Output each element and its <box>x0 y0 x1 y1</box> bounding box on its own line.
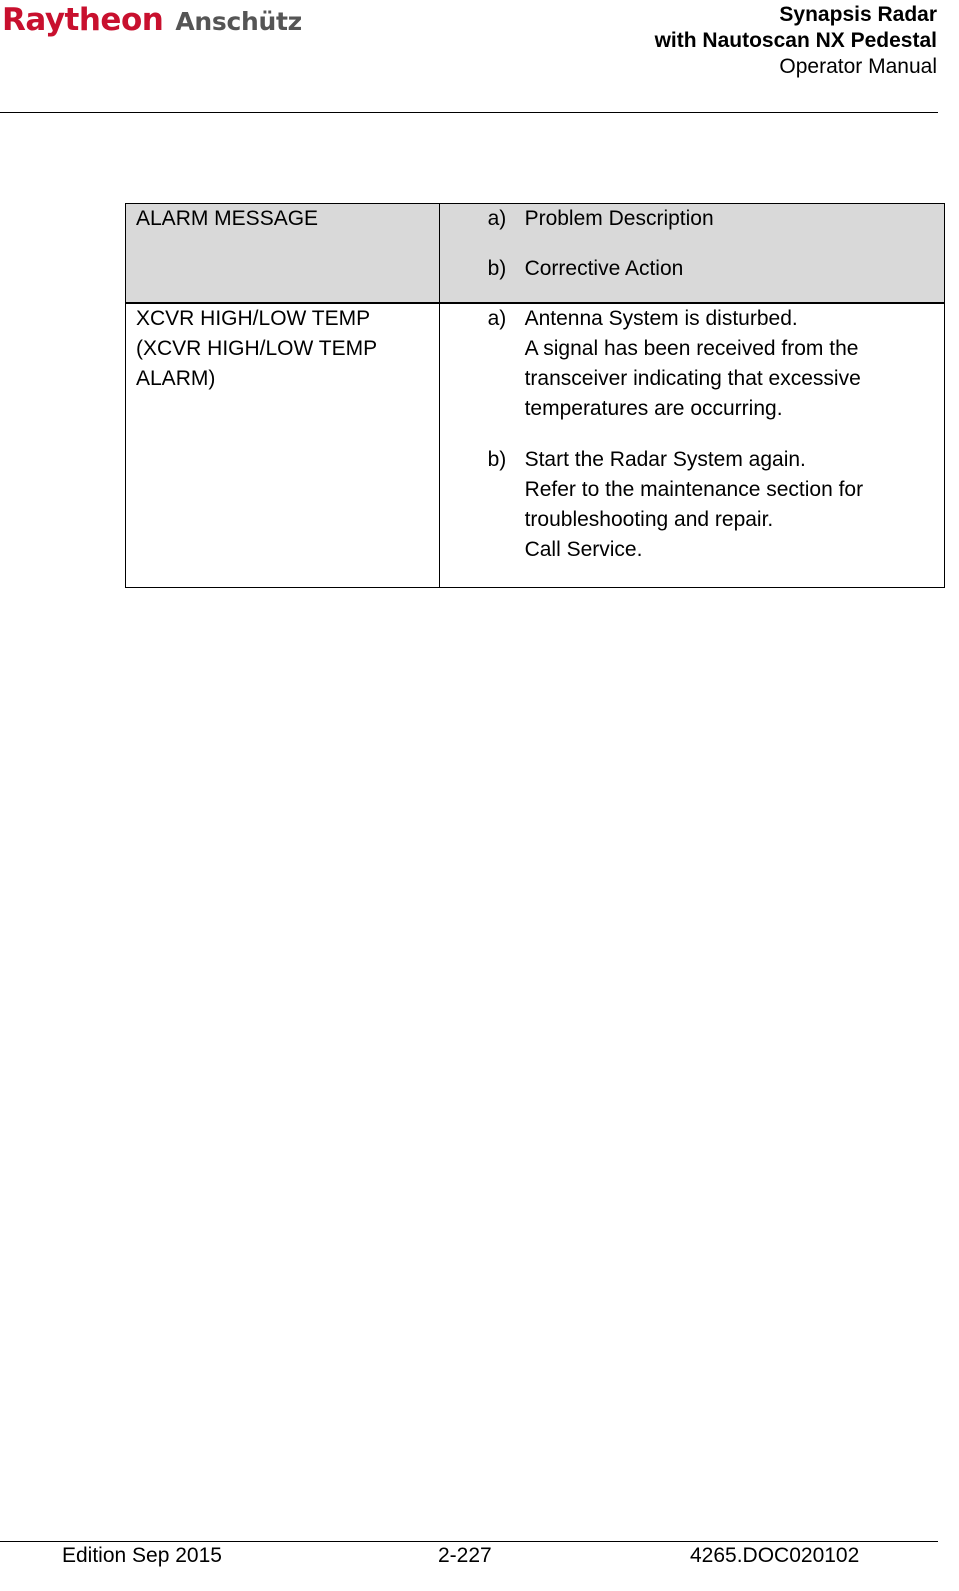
header-cell-description <box>439 204 944 304</box>
description-cell <box>439 303 944 588</box>
corrective-action-label: b) <box>487 448 507 471</box>
action-line: troubleshooting and repair. <box>524 508 774 531</box>
alarm-message-cell <box>126 303 440 588</box>
header-alarm-message-label: ALARM MESSAGE <box>136 207 319 230</box>
alarm-table-header-row <box>126 204 945 304</box>
alarm-message-line: XCVR HIGH/LOW TEMP <box>136 307 371 330</box>
footer-page-number: 2-227 <box>438 1544 492 1567</box>
alarm-message-line: (XCVR HIGH/LOW TEMP <box>136 337 378 360</box>
problem-line: transceiver indicating that excessive <box>524 367 861 390</box>
footer-edition: Edition Sep 2015 <box>62 1544 222 1567</box>
logo-anschutz-wordmark: Anschütz <box>175 7 302 36</box>
document-title-block <box>655 2 937 80</box>
problem-line: Antenna System is disturbed. <box>524 307 798 330</box>
footer-divider <box>0 1541 938 1542</box>
header-item-a <box>440 204 944 234</box>
header-divider <box>0 112 938 113</box>
action-line: Start the Radar System again. <box>524 448 806 471</box>
doc-title-line1: Synapsis Radar <box>779 3 937 26</box>
alarm-message-line: ALARM) <box>136 367 216 390</box>
raytheon-anschutz-logo <box>2 2 302 42</box>
footer-document-id: 4265.DOC020102 <box>690 1544 860 1567</box>
table-row <box>126 303 945 588</box>
doc-title-line2: with Nautoscan NX Pedestal <box>654 29 937 52</box>
problem-line: A signal has been received from the <box>524 337 859 360</box>
problem-description-label: a) <box>487 307 507 330</box>
action-line: Call Service. <box>524 538 643 561</box>
action-line: Refer to the maintenance section for <box>524 478 864 501</box>
problem-description-item <box>440 304 944 424</box>
header-item-a-label: a) <box>487 207 507 230</box>
header-item-b-text: Corrective Action <box>524 257 684 280</box>
corrective-action-item <box>440 445 944 565</box>
doc-title-line3: Operator Manual <box>779 55 937 78</box>
header-item-b <box>440 254 944 284</box>
problem-line: temperatures are occurring. <box>524 397 783 420</box>
header-cell-alarm-message <box>126 204 440 304</box>
logo-raytheon-wordmark: Raytheon <box>2 2 164 38</box>
header-item-b-label: b) <box>487 257 507 280</box>
header-item-a-text: Problem Description <box>524 207 714 230</box>
alarm-table <box>125 203 945 588</box>
alarm-message-text <box>126 304 439 394</box>
